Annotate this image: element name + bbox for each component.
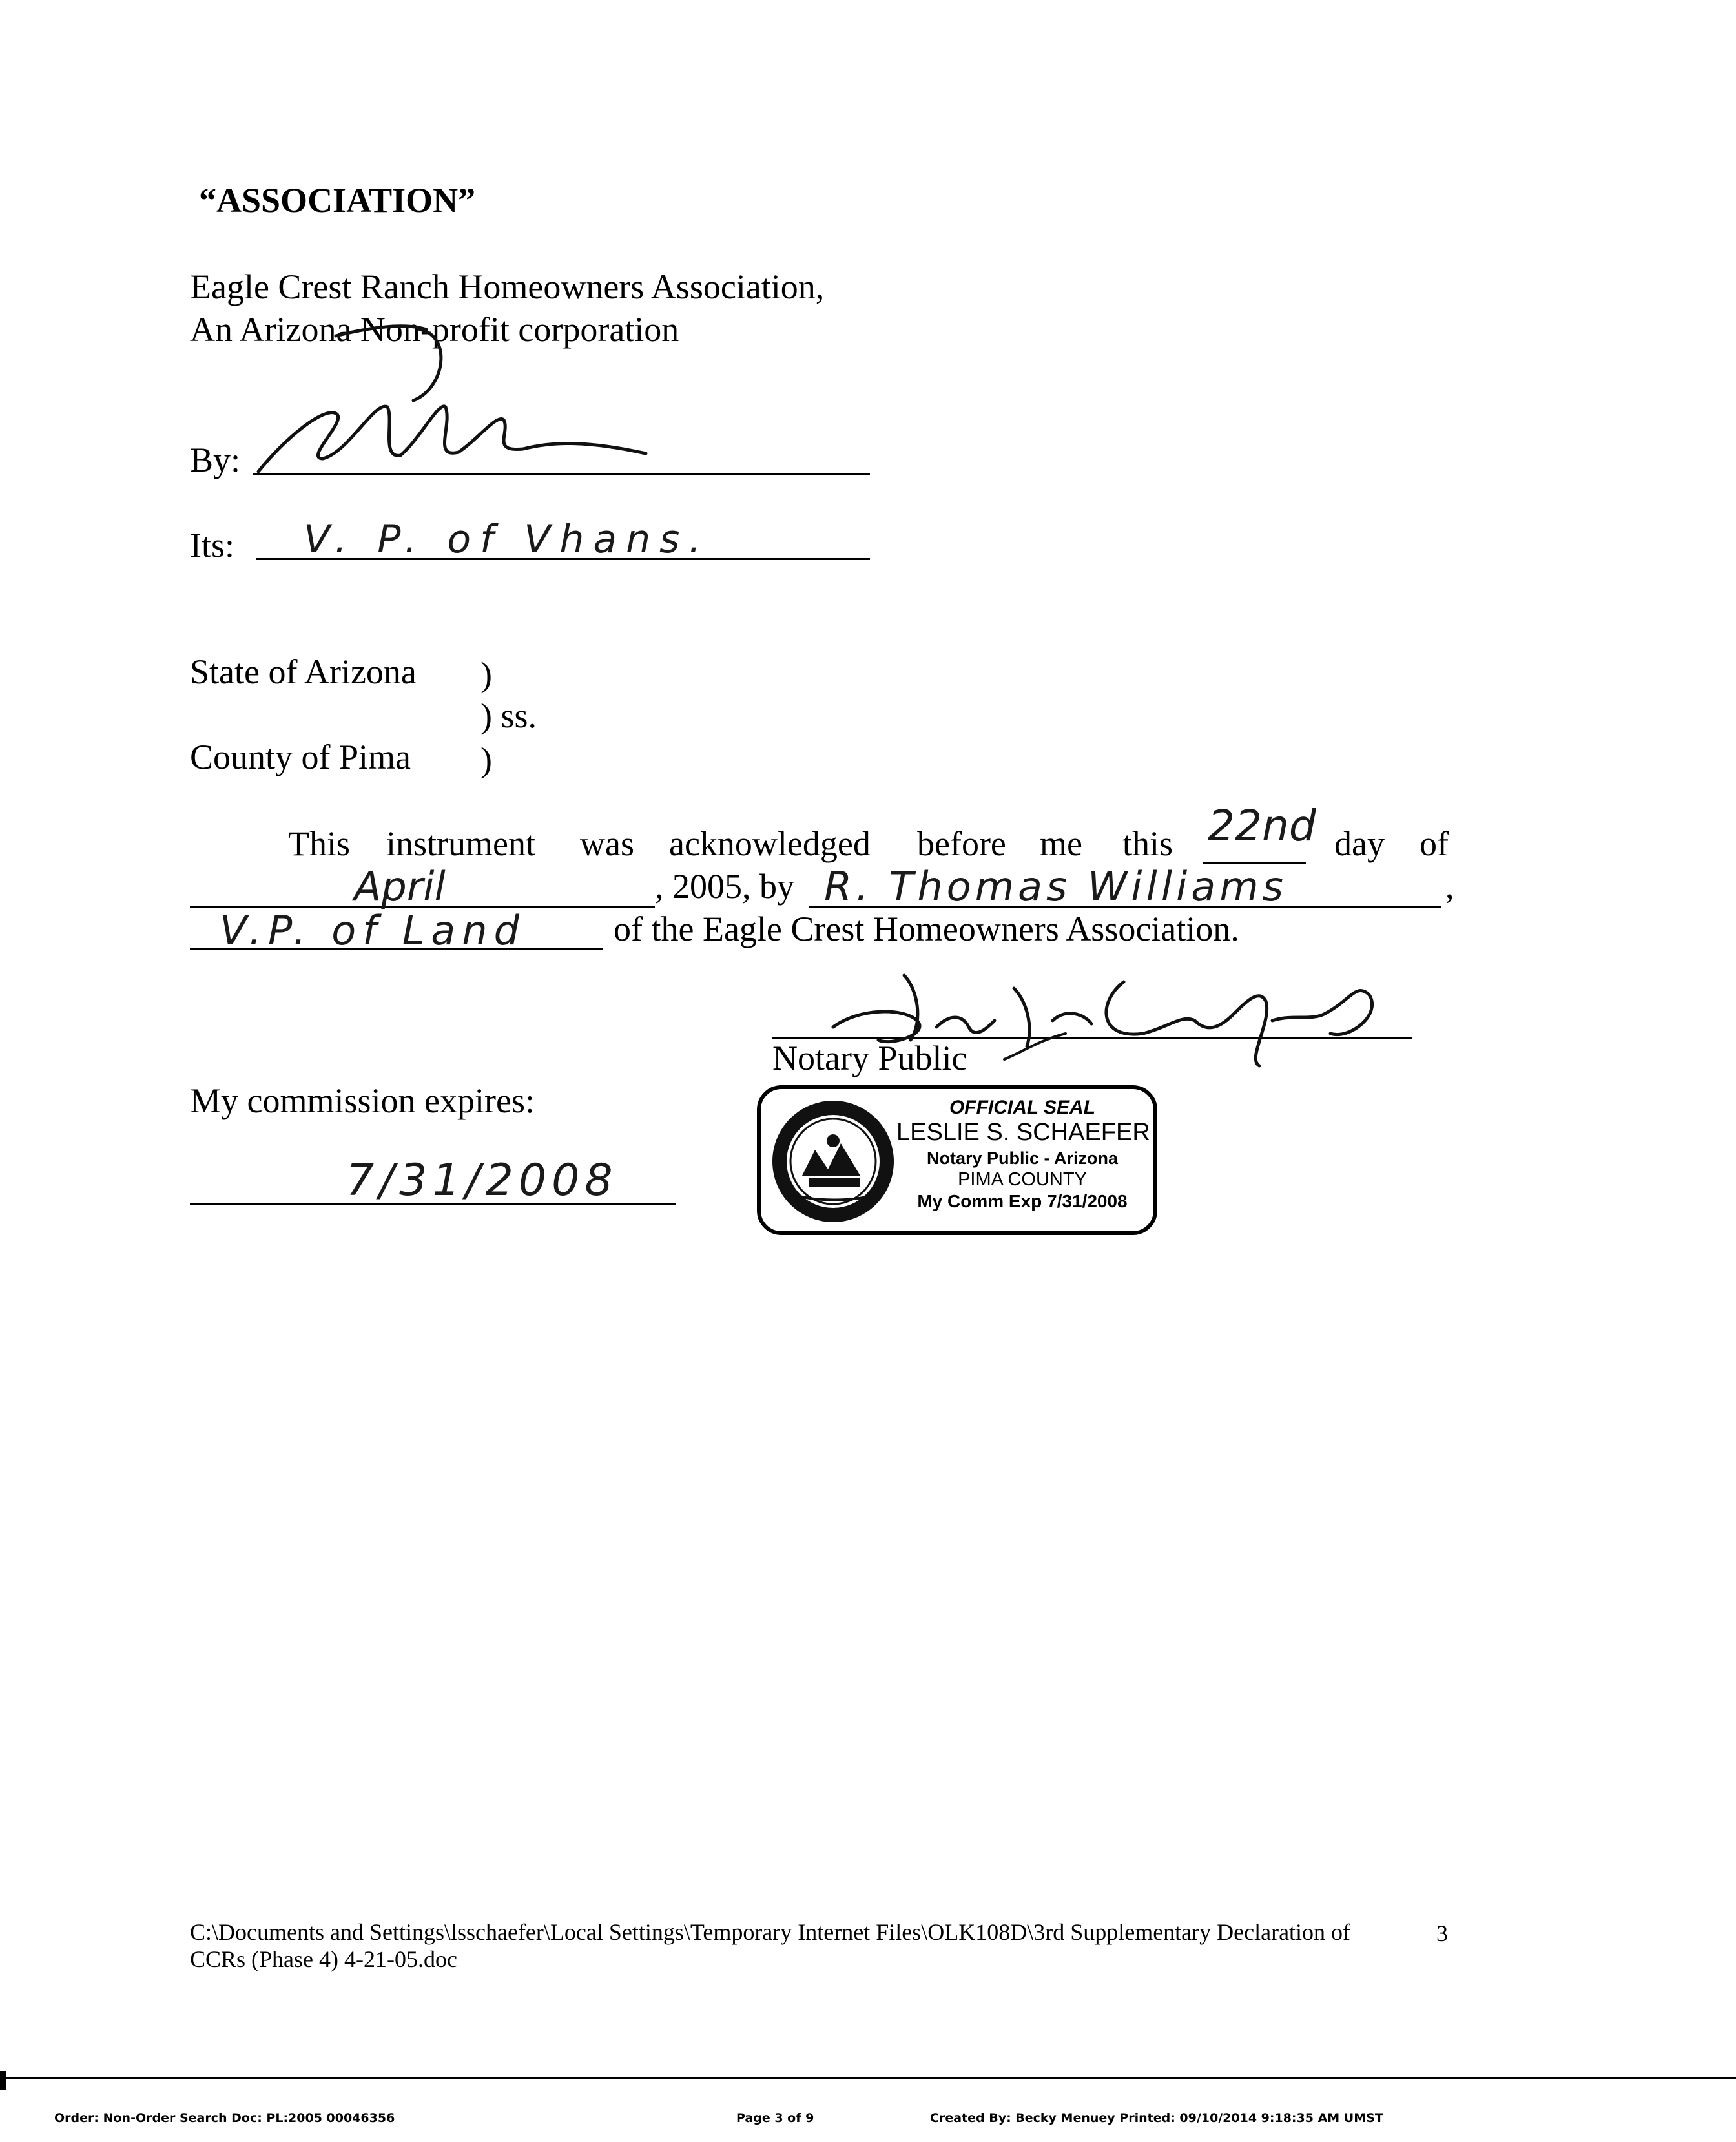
ack-year-by: , 2005, by (655, 867, 794, 906)
ack-word-this-2: this (1122, 824, 1173, 863)
file-path-line-2: CCRs (Phase 4) 4-21-05.doc (190, 1946, 457, 1972)
association-name: Eagle Crest Ranch Homeowners Association, (190, 267, 825, 306)
notary-public-label: Notary Public (772, 1039, 967, 1077)
ack-comma: , (1445, 867, 1454, 906)
association-type: An Arizona Non-profit corporation (190, 310, 679, 349)
seal-title: Notary Public - Arizona (926, 1149, 1119, 1168)
ack-of-association: of the Eagle Crest Homeowners Association. (614, 910, 1239, 948)
signer-handwritten: R. Thomas Williams (824, 863, 1287, 910)
month-handwritten: April (354, 863, 446, 910)
venue-paren-bottom: ) (480, 740, 492, 779)
official-seal-stamp (757, 1085, 1157, 1235)
seal-official-seal: OFFICIAL SEAL (949, 1097, 1096, 1118)
scan-edge-mark (0, 2071, 6, 2090)
notary-flourish (1001, 1027, 1085, 1066)
by-label: By: (190, 441, 241, 479)
page-number: 3 (1436, 1920, 1448, 1946)
footer-order: Order: Non-Order Search Doc: PL:2005 00046356 (54, 2111, 395, 2125)
footer-rule (0, 2077, 1736, 2079)
footer-created: Created By: Becky Menuey Printed: 09/10/2014 9:18:35 AM UMST (930, 2111, 1383, 2125)
seal-name: LESLIE S. SCHAEFER (896, 1119, 1150, 1146)
file-path-line-1: C:\Documents and Settings\lsschaefer\Local Settings\Temporary Internet Files\OLK108D\3rd Supplementary Declaration of (190, 1919, 1351, 1945)
footer-page: Page 3 of 9 (736, 2111, 814, 2125)
seal-expiry: My Comm Exp 7/31/2008 (917, 1191, 1128, 1211)
ack-word-of: of (1420, 824, 1449, 863)
its-label: Its: (190, 526, 235, 565)
day-handwritten: 22nd (1208, 801, 1316, 851)
state-seal-icon (770, 1098, 896, 1225)
ack-word-was: was (580, 824, 634, 863)
venue-state: State of Arizona (190, 652, 417, 691)
document-heading: “ASSOCIATION” (199, 181, 476, 220)
venue-paren-top: ) (480, 655, 492, 694)
commission-label: My commission expires: (190, 1081, 535, 1120)
ack-word-this: This (288, 824, 351, 863)
ack-word-instrument: instrument (386, 824, 535, 863)
its-handwritten-title: V. P. of Vhans. (304, 517, 710, 562)
venue-county: County of Pima (190, 738, 411, 776)
title-handwritten: V.P. of Land (220, 907, 526, 954)
commission-date-handwritten: 7/31/2008 (346, 1155, 618, 1206)
ack-word-acknowledged: acknowledged (669, 824, 871, 863)
ack-word-me: me (1040, 824, 1082, 863)
ack-word-day: day (1334, 824, 1385, 863)
venue-ss: ) ss. (480, 696, 537, 735)
seal-county: PIMA COUNTY (958, 1169, 1087, 1190)
by-signature (245, 310, 736, 484)
ack-word-before: before (917, 824, 1006, 863)
